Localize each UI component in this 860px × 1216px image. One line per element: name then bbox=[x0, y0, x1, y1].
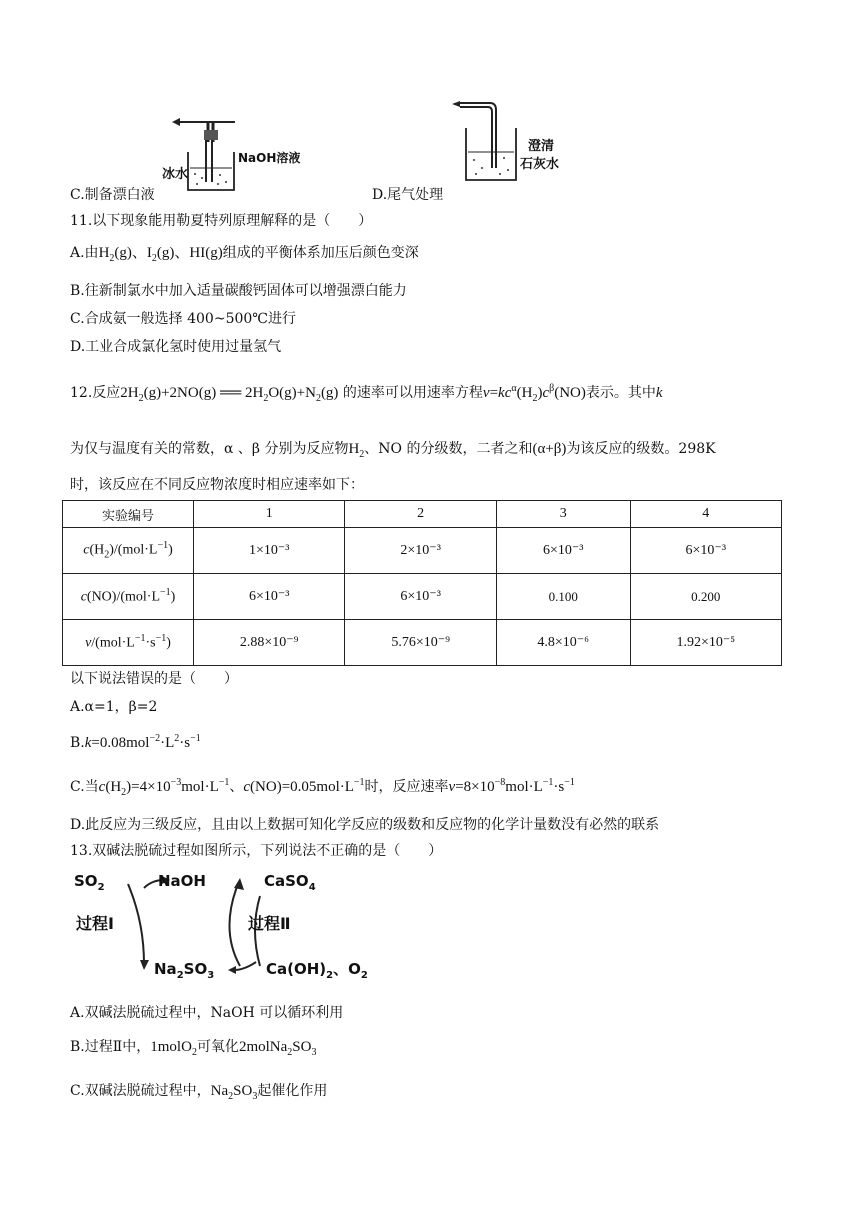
q12-option-c: C.当$c(H_2)=4\times 10^{-3}mol\cdot L^{-1}$、$c(NO)=0.05mol\cdot L^{-1}$时，反应速率$v=8\times 10^{-8}mol\cdot L^{-1}\cdot s^{-1}$ bbox=[70, 777, 575, 798]
label-naoh-solution: NaOH溶液 bbox=[238, 151, 301, 165]
table-cell: 6×10⁻³ bbox=[194, 574, 345, 620]
q11-stem: 11.以下现象能用勒夏特列原理解释的是（ ） bbox=[70, 213, 373, 229]
q12-option-d: D.此反应为三级反应，且由以上数据可知化学反应的级数和反应物的化学计量数没有必然的联系 bbox=[70, 817, 660, 833]
table-cell: 2.88×10⁻⁹ bbox=[194, 620, 345, 666]
table-cell: 4.8×10⁻⁶ bbox=[496, 620, 630, 666]
rate-data-table bbox=[62, 500, 782, 666]
table-cell: 5.76×10⁻⁹ bbox=[345, 620, 496, 666]
header-cell: 实验编号 bbox=[63, 501, 194, 528]
q11-option-d: D.工业合成氯化氢时使用过量氢气 bbox=[70, 339, 282, 355]
header-cell: 2 bbox=[345, 501, 496, 528]
row-label-h2: $c(H_2)/(mol\cdot L^{-1})$ bbox=[63, 528, 194, 574]
table-cell: 1.92×10⁻⁵ bbox=[630, 620, 781, 666]
table-row bbox=[63, 620, 782, 666]
process-1-label: 过程Ⅰ bbox=[76, 914, 114, 933]
q13-option-c: C.双碱法脱硫过程中，$Na_2SO_3$起催化作用 bbox=[70, 1083, 328, 1102]
q11-option-b: B.往新制氯水中加入适量碳酸钙固体可以增强漂白能力 bbox=[70, 283, 407, 299]
q13-option-b: B.过程Ⅱ中，1molO$_2$可氧化$2molNa_2SO_3$ bbox=[70, 1039, 317, 1058]
label-clear: 澄清 bbox=[528, 139, 555, 154]
q11-option-a: A.由$H_2(g)$、$I_2(g)$、HI(g)组成的平衡体系加压后颜色变深 bbox=[70, 245, 419, 264]
table-cell: 1×10⁻³ bbox=[194, 528, 345, 574]
q12-stem-line2: 为仅与温度有关的常数，α 、β 分别为反应物$H_2$、NO 的分级数，二者之和(α+β)为该反应的级数。298K bbox=[70, 441, 716, 460]
header-cell: 1 bbox=[194, 501, 345, 528]
q11-option-c: C.合成氨一般选择 400~500℃进行 bbox=[70, 311, 296, 327]
table-cell: 2×10⁻³ bbox=[345, 528, 496, 574]
header-cell: 3 bbox=[496, 501, 630, 528]
table-cell: 0.100 bbox=[496, 574, 630, 620]
q12-option-b: $B.k=0.08mol^{-2}\cdot L^2\cdot s^{-1}$ bbox=[70, 733, 201, 751]
caso4-label: CaSO$_4$ bbox=[264, 872, 316, 893]
caoh2-o2-label: $Ca(OH)_2$、$O_2$ bbox=[266, 960, 368, 981]
q10-option-d: D.尾气处理 bbox=[372, 187, 444, 203]
process-2-label: 过程Ⅱ bbox=[248, 914, 291, 933]
table-cell: 0.200 bbox=[630, 574, 781, 620]
q12-option-a: A.α=1，β=2 bbox=[70, 699, 158, 715]
table-cell: 6×10⁻³ bbox=[345, 574, 496, 620]
q10-option-c: C.制备漂白液 bbox=[70, 187, 155, 203]
header-cell: 4 bbox=[630, 501, 781, 528]
table-row bbox=[63, 528, 782, 574]
desulfurization-diagram bbox=[70, 870, 390, 988]
q13-stem: 13.双碱法脱硫过程如图所示，下列说法不正确的是（ ） bbox=[70, 843, 443, 859]
table-header-row bbox=[63, 501, 782, 528]
naoh-label: NaOH bbox=[158, 872, 206, 890]
q12-ask: 以下说法错误的是（ ） bbox=[70, 671, 238, 687]
label-ice-water: 冰水 bbox=[162, 167, 189, 182]
q13-option-a: A.双碱法脱硫过程中，NaOH 可以循环利用 bbox=[70, 1005, 344, 1021]
label-limewater: 石灰水 bbox=[520, 157, 560, 172]
q12-stem-line1: 12.反应$2H_2(g)+2NO(g)$ ══ $2H_2O(g)+N_2(g)$ 的速率可以用速率方程$v=kc^\alpha(H_2)c^\beta(NO)$表示。其中k bbox=[70, 383, 663, 404]
na2so3-label: $Na_2SO_3$ bbox=[154, 960, 215, 981]
q12-stem-line3: 时，该反应在不同反应物浓度时相应速率如下： bbox=[70, 477, 364, 493]
row-label-v: $v/(mol\cdot L^{-1}\cdot s^{-1})$ bbox=[63, 620, 194, 666]
table-cell: 6×10⁻³ bbox=[496, 528, 630, 574]
table-row bbox=[63, 574, 782, 620]
row-label-no: $c(NO)/(mol\cdot L^{-1})$ bbox=[63, 574, 194, 620]
table-cell: 6×10⁻³ bbox=[630, 528, 781, 574]
so2-label: $SO_2$ bbox=[74, 872, 105, 893]
